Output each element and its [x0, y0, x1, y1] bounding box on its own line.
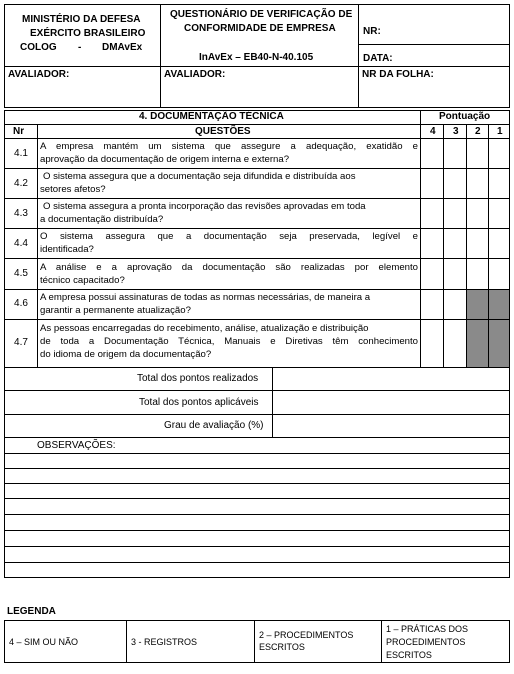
question-nr: 4.3: [14, 208, 28, 219]
grid-left: [4, 124, 5, 368]
nr-label: NR:: [363, 26, 381, 37]
obs-line: [4, 468, 510, 469]
total-realized-label: Total dos pontos realizados: [137, 373, 259, 384]
question-nr: 4.6: [14, 298, 28, 309]
question-line: O sistema assegura que a documentação seja preservada, legível e: [40, 231, 418, 242]
header-divider-1: [160, 4, 161, 108]
question-text: [40, 140, 418, 166]
ministry-line3-left: COLOG: [20, 42, 57, 53]
totals-right: [509, 367, 510, 438]
obs-line: [4, 483, 510, 484]
legend-divider-2: [254, 620, 255, 663]
question-line: setores afetos?: [40, 184, 106, 195]
nr-column-header: Nr: [13, 126, 25, 137]
row-line: [4, 228, 510, 229]
legend-item-yes-no: 4 – SIM OU NÃO: [9, 637, 79, 647]
legend-item-practices-l3: ESCRITOS: [386, 650, 432, 660]
table-right-top: [509, 110, 510, 124]
question-line: técnico capacitado?: [40, 275, 125, 286]
grid-question-divider: [420, 124, 421, 368]
title-line1: QUESTIONÁRIO DE VERIFICAÇÃO DE: [170, 9, 353, 20]
ministry-line2: EXÉRCITO BRASILEIRO: [30, 28, 146, 39]
obs-line: [4, 514, 510, 515]
question-text: [40, 230, 418, 256]
observations-label: OBSERVAÇÕES:: [37, 440, 116, 451]
obs-right: [509, 437, 510, 578]
question-line: a documentação distribuída?: [40, 214, 164, 225]
ministry-line3-right: DMAvEx: [102, 42, 143, 53]
grade-label: Grau de avaliação (%): [164, 420, 264, 431]
section-right-border: [420, 110, 421, 124]
row-line: [4, 319, 510, 320]
sheet-nr-label: NR DA FOLHA:: [362, 69, 434, 80]
question-nr: 4.4: [14, 238, 28, 249]
question-text: [40, 261, 418, 287]
question-text: [40, 170, 418, 196]
document-code: InAvEx – EB40-N-40.105: [199, 52, 314, 63]
legend-divider-1: [126, 620, 127, 663]
shaded-cell-4-6-score2: [467, 290, 488, 319]
row-line: [4, 258, 510, 259]
row-line: [4, 367, 510, 368]
header-nr-date-line: [358, 44, 510, 45]
date-label: DATA:: [363, 53, 393, 64]
grid-right: [509, 124, 510, 368]
question-nr: 4.2: [14, 178, 28, 189]
question-nr: 4.1: [14, 148, 28, 159]
question-line: O sistema assegura que a documentação seja difundida e distribuída aos: [43, 171, 356, 182]
evaluator-1-label: AVALIADOR:: [8, 69, 70, 80]
score-col-4: 4: [430, 126, 436, 137]
question-line: garantir a permanente atualização?: [40, 305, 191, 316]
legend-title: LEGENDA: [7, 606, 56, 617]
question-line: identificada?: [40, 244, 94, 255]
obs-line: [4, 498, 510, 499]
question-line: A empresa mantém um sistema que assegure a adequação, exatidão e: [40, 141, 418, 152]
header-row-top: [4, 124, 510, 125]
questions-column-header: QUESTÕES: [195, 126, 251, 137]
score-col-3: 3: [453, 126, 459, 137]
header-hline: [4, 66, 510, 67]
score-header: Pontuação: [439, 111, 491, 122]
row-line: [4, 198, 510, 199]
grid-nr-divider: [37, 124, 38, 368]
section-title: 4. DOCUMENTAÇÃO TÉCNICA: [139, 111, 284, 122]
question-line: de toda a Documentação Técnica, Manuais e Diretivas têm conhecimento: [40, 336, 418, 347]
totals-line: [4, 390, 510, 391]
question-nr: 4.5: [14, 268, 28, 279]
question-line: A empresa possui assinaturas de todas as normas necessárias, de maneira a: [40, 292, 371, 303]
totals-left: [4, 367, 5, 438]
obs-line: [4, 453, 510, 454]
question-line: aprovação da documentação de origem interna e externa?: [40, 154, 290, 165]
grid-score-divider-1: [443, 124, 444, 368]
evaluator-2-label: AVALIADOR:: [164, 69, 226, 80]
obs-line: [4, 546, 510, 547]
shaded-cell-4-6-score1: [489, 290, 509, 319]
legend-divider-3: [381, 620, 382, 663]
ministry-line3-sep: -: [78, 42, 82, 53]
shaded-cell-4-7-score2: [467, 320, 488, 367]
ministry-line1: MINISTÉRIO DA DEFESA: [22, 14, 141, 25]
question-line: A análise e a aprovação da documentação são realizadas por elemento: [40, 262, 418, 273]
question-line: do idioma de origem da documentação?: [40, 349, 212, 360]
obs-line: [4, 562, 510, 563]
legend-item-practices-l2: PROCEDIMENTOS: [386, 637, 466, 647]
totals-line: [4, 414, 510, 415]
legend-item-practices-l1: 1 – PRÁTICAS DOS: [386, 624, 469, 634]
row-line: [4, 138, 510, 139]
score-col-1: 1: [497, 126, 503, 137]
row-line: [4, 289, 510, 290]
legend-item-records: 3 - REGISTROS: [131, 637, 198, 647]
obs-left: [4, 437, 5, 578]
row-line: [4, 168, 510, 169]
question-line: As pessoas encarregadas do recebimento, análise, atualização e distribuição: [40, 323, 369, 334]
question-text: [40, 322, 418, 361]
obs-line: [4, 577, 510, 578]
shaded-cell-4-7-score1: [489, 320, 509, 367]
score-col-2: 2: [475, 126, 481, 137]
obs-line: [4, 530, 510, 531]
totals-line: [4, 437, 510, 438]
title-line2: CONFORMIDADE DE EMPRESA: [184, 23, 336, 34]
question-nr: 4.7: [14, 337, 28, 348]
question-text: [40, 291, 418, 317]
question-line: O sistema assegura a pronta incorporação das revisões aprovadas em toda: [43, 201, 366, 212]
section-left-border: [4, 110, 5, 124]
total-applicable-label: Total dos pontos aplicáveis: [139, 397, 259, 408]
legend-item-procedures-l2: ESCRITOS: [259, 642, 305, 652]
legend-item-procedures-l1: 2 – PROCEDIMENTOS: [259, 630, 354, 640]
header-divider-2: [358, 4, 359, 108]
question-text: [40, 200, 418, 226]
totals-divider: [272, 367, 273, 438]
